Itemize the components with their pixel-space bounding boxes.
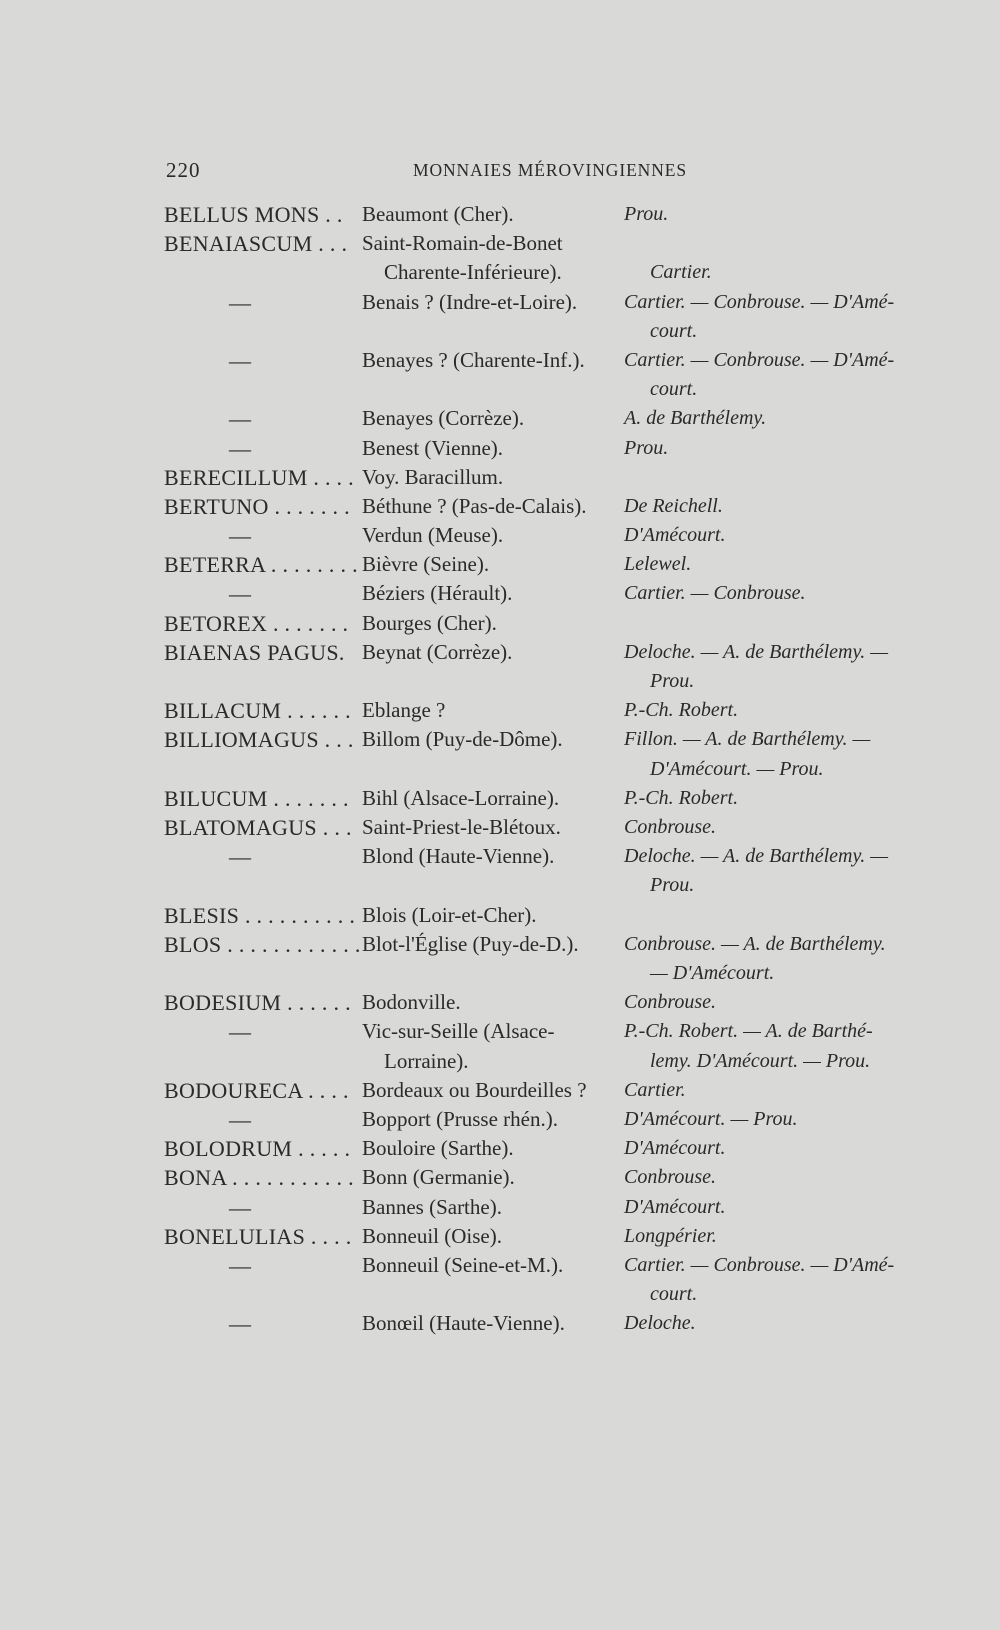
entry-name-text: BETERRA . . . . . . . . [164, 552, 358, 578]
entry-author-line: D'Amécourt. [624, 1137, 726, 1160]
entry-row [0, 988, 1000, 1017]
entry-authors [624, 1134, 924, 1163]
entry-name-text: BONELULIAS . . . . [164, 1223, 352, 1249]
entry-authors [624, 463, 924, 492]
entry-place [362, 521, 612, 550]
entry-place-line: Bannes (Sarthe). [362, 1194, 502, 1219]
entry-author-line [624, 463, 924, 492]
entry-place [362, 988, 612, 1017]
entry-authors [624, 1251, 924, 1309]
entry-author-line: Cartier. — Conbrouse. — D'Amé- [624, 1253, 895, 1276]
entry-row [0, 1017, 1000, 1075]
entry-name-text: — [229, 1194, 252, 1220]
entry-place-line: Bouloire (Sarthe). [362, 1136, 514, 1161]
entry-authors [624, 1017, 924, 1075]
entry-name [164, 638, 344, 667]
entry-row [0, 288, 1000, 346]
entry-place-line: Billom (Puy-de-Dôme). [362, 727, 563, 752]
page-number: 220 [166, 158, 201, 182]
entry-place-line: Blois (Loir-et-Cher). [362, 902, 537, 927]
entry-place [362, 725, 612, 754]
entry-place-line: Béziers (Hérault). [362, 581, 513, 606]
entry-name [164, 784, 349, 813]
entry-row [0, 696, 1000, 725]
entry-place-line: Blond (Haute-Vienne). [362, 844, 555, 869]
entry-author-line: Prou. [650, 874, 695, 897]
entry-place [362, 930, 612, 959]
entry-row [0, 1251, 1000, 1309]
entry-name [229, 434, 253, 463]
page-header [166, 158, 946, 192]
entry-authors [624, 434, 924, 463]
entry-author-line: P.-Ch. Robert. [624, 786, 739, 809]
entry-author-line [624, 609, 924, 638]
entry-authors [624, 229, 924, 287]
entry-place-line: Eblange ? [362, 698, 446, 723]
entry-name-text: — [229, 435, 252, 461]
entry-authors [624, 492, 924, 521]
entry-authors [624, 901, 924, 930]
entry-name [164, 988, 351, 1017]
entry-row [0, 492, 1000, 521]
entry-place [362, 1076, 612, 1105]
entry-authors [624, 638, 924, 696]
entry-place-line: Bonœil (Haute-Vienne). [362, 1311, 565, 1336]
entry-place-line: Saint-Priest-le-Blétoux. [362, 815, 561, 840]
entry-name-text: BIAENAS PAGUS. [164, 639, 345, 665]
entry-author-line: P.-Ch. Robert. — A. de Barthé- [624, 1020, 873, 1043]
entry-place [362, 1251, 612, 1280]
entry-row [0, 901, 1000, 930]
entry-author-line: Longpérier. [624, 1224, 717, 1247]
entry-place-line: Bonn (Germanie). [362, 1165, 515, 1190]
entry-name-text: BLESIS . . . . . . . . . . [164, 902, 356, 928]
entry-place-line: Benayes ? (Charente-Inf.). [362, 347, 585, 372]
entry-name [164, 696, 351, 725]
entry-name-text: — [229, 1019, 252, 1045]
entry-authors [624, 1076, 924, 1105]
entry-name-text: BLATOMAGUS . . . [164, 815, 352, 841]
entry-row [0, 579, 1000, 608]
entry-authors [624, 521, 924, 550]
entry-row [0, 550, 1000, 579]
entry-author-line: Deloche. — A. de Barthélemy. — [624, 845, 889, 868]
entry-row [0, 609, 1000, 638]
entry-row [0, 346, 1000, 404]
entry-name [229, 521, 253, 550]
entry-row [0, 1105, 1000, 1134]
entry-author-line: court. [650, 319, 698, 342]
entry-place [362, 638, 612, 667]
entry-name-text: — [229, 581, 252, 607]
entry-row [0, 229, 1000, 287]
entry-authors [624, 1222, 924, 1251]
entry-author-line: Deloche. [624, 1312, 696, 1335]
entry-authors [624, 725, 924, 783]
entry-row [0, 784, 1000, 813]
entry-row [0, 1163, 1000, 1192]
entry-authors [624, 842, 924, 900]
entry-author-line: Conbrouse. [624, 816, 717, 839]
entry-name [164, 901, 356, 930]
entry-place [362, 463, 612, 492]
entry-place-line: Blot-l'Église (Puy-de-D.). [362, 931, 579, 956]
entry-author-line: Prou. [624, 436, 669, 459]
entry-authors [624, 346, 924, 404]
entry-row [0, 1134, 1000, 1163]
entry-name [164, 463, 354, 492]
entry-author-line: P.-Ch. Robert. [624, 699, 739, 722]
entry-name [229, 842, 253, 871]
entry-authors [624, 579, 924, 608]
entry-row [0, 725, 1000, 783]
entry-name [229, 288, 253, 317]
entry-place [362, 784, 612, 813]
entry-name-text: — [229, 289, 252, 315]
entry-place [362, 901, 612, 930]
entry-authors [624, 1193, 924, 1222]
entry-place [362, 404, 612, 433]
entry-row [0, 638, 1000, 696]
entry-name-text: — [229, 406, 252, 432]
entry-name [164, 1222, 352, 1251]
entry-row [0, 813, 1000, 842]
entry-author-line: Cartier. — Conbrouse. — D'Amé- [624, 290, 895, 313]
entry-name-text: BILUCUM . . . . . . . [164, 785, 349, 811]
entry-authors [624, 288, 924, 346]
entry-row [0, 463, 1000, 492]
entry-name-text: BELLUS MONS . . [164, 202, 343, 227]
entry-place [362, 609, 612, 638]
entry-place-line: Benayes (Corrèze). [362, 406, 525, 431]
entry-author-line: court. [650, 1283, 698, 1306]
entry-name-text: — [229, 523, 252, 549]
entry-place [362, 434, 612, 463]
entry-place-line: Benest (Vienne). [362, 435, 504, 460]
entry-author-line: Cartier. — Conbrouse. [624, 582, 806, 605]
entry-place-line: Voy. Baracillum. [362, 464, 504, 489]
entry-author-line: De Reichell. [624, 494, 723, 517]
entry-name-text: BILLIOMAGUS . . . [164, 727, 354, 753]
entry-place-line: Bourges (Cher). [362, 610, 497, 635]
entry-place-line: Saint-Romain-de-Bonet [362, 231, 563, 256]
entry-list [0, 200, 1000, 1338]
entry-author-line: D'Amécourt. [624, 524, 726, 547]
entry-name-text: BETOREX . . . . . . . [164, 610, 349, 636]
entry-row [0, 842, 1000, 900]
entry-place [362, 346, 612, 375]
entry-name [164, 229, 348, 258]
entry-author-line: Conbrouse. [624, 991, 717, 1014]
entry-row [0, 1076, 1000, 1105]
entry-author-line [624, 229, 924, 258]
entry-place-line: Béthune ? (Pas-de-Calais). [362, 493, 587, 518]
entry-authors [624, 784, 924, 813]
entry-row [0, 1222, 1000, 1251]
entry-name-text: BONA . . . . . . . . . . . [164, 1165, 354, 1191]
entry-name-text: BERTUNO . . . . . . . [164, 493, 350, 519]
entry-place-line: Benais ? (Indre-et-Loire). [362, 289, 578, 314]
entry-authors [624, 696, 924, 725]
entry-name [164, 1134, 351, 1163]
running-title: MONNAIES MÉROVINGIENNES [413, 160, 687, 180]
entry-row [0, 930, 1000, 988]
entry-authors [624, 1105, 924, 1134]
entry-name-text: — [229, 1106, 252, 1132]
entry-place [362, 550, 612, 579]
entry-row [0, 1193, 1000, 1222]
entry-author-line: Lelewel. [624, 553, 692, 576]
entry-author-line: Prou. [624, 203, 669, 225]
entry-author-line: A. de Barthélemy. [624, 407, 767, 430]
entry-name-text: BERECILLUM . . . . [164, 464, 354, 490]
entry-name-text: BOLODRUM . . . . . [164, 1136, 351, 1162]
entry-name [164, 200, 344, 229]
entry-author-line: Cartier. [650, 261, 712, 284]
entry-row [0, 404, 1000, 433]
entry-place-line: Charente-Inférieure). [384, 260, 562, 285]
entry-name [164, 550, 358, 579]
entry-place-line: Bihl (Alsace-Lorraine). [362, 785, 560, 810]
entry-place-line: Lorraine). [384, 1048, 469, 1073]
entry-place [362, 1309, 612, 1338]
entry-place-line: Bonneuil (Seine-et-M.). [362, 1252, 564, 1277]
entry-row [0, 1309, 1000, 1338]
entry-place-line: Bièvre (Seine). [362, 552, 490, 577]
entry-name [164, 1076, 349, 1105]
entry-author-line: Cartier. — Conbrouse. — D'Amé- [624, 348, 895, 371]
entry-authors [624, 200, 924, 229]
entry-place-line: Bonneuil (Oise). [362, 1223, 502, 1248]
entry-author-line: Cartier. [624, 1078, 686, 1101]
entry-place-line: Verdun (Meuse). [362, 523, 504, 548]
entry-place-line: Bodonville. [362, 990, 461, 1015]
entry-place-line: Bordeaux ou Bourdeilles ? [362, 1077, 587, 1102]
entry-author-line [624, 901, 924, 930]
entry-row [0, 521, 1000, 550]
entry-place [362, 1222, 612, 1251]
entry-name-text: — [229, 1252, 252, 1278]
entry-name-text: BILLACUM . . . . . . [164, 698, 351, 724]
entry-name [229, 404, 253, 433]
entry-name [229, 1193, 253, 1222]
entry-name [164, 725, 354, 754]
entry-author-line: Conbrouse. — A. de Barthélemy. [624, 932, 886, 955]
entry-place [362, 229, 612, 287]
entry-authors [624, 404, 924, 433]
entry-authors [624, 550, 924, 579]
entry-authors [624, 609, 924, 638]
entry-name [229, 1017, 253, 1046]
entry-authors [624, 813, 924, 842]
entry-name [164, 1163, 354, 1192]
entry-place [362, 1163, 612, 1192]
entry-place-line: Beynat (Corrèze). [362, 639, 513, 664]
entry-name-text: BLOS . . . . . . . . . . . . [164, 931, 361, 957]
entry-author-line: lemy. D'Amécourt. — Prou. [650, 1049, 871, 1072]
entry-place-line: Beaumont (Cher). [362, 202, 514, 226]
entry-authors [624, 1163, 924, 1192]
entry-name-text: — [229, 844, 252, 870]
entry-place [362, 1193, 612, 1222]
entry-author-line: D'Amécourt. — Prou. [624, 1107, 798, 1130]
entry-name [164, 492, 350, 521]
entry-name-text: — [229, 1311, 252, 1337]
entry-name [229, 1105, 253, 1134]
entry-place [362, 813, 612, 842]
entry-author-line: Conbrouse. [624, 1166, 717, 1189]
entry-name-text: BODOURECA . . . . [164, 1077, 349, 1103]
entry-authors [624, 930, 924, 988]
entry-place-line: Bopport (Prusse rhén.). [362, 1106, 558, 1131]
entry-name [229, 1309, 253, 1338]
entry-name-text: BENAIASCUM . . . [164, 231, 348, 257]
entry-place [362, 579, 612, 608]
entry-name [164, 813, 352, 842]
entry-author-line: D'Amécourt. — Prou. [650, 757, 824, 780]
entry-place [362, 200, 612, 229]
entry-authors [624, 1309, 924, 1338]
entry-place [362, 842, 612, 871]
entry-name [229, 1251, 253, 1280]
entry-name [229, 346, 253, 375]
entry-author-line: Fillon. — A. de Barthélemy. — [624, 728, 871, 751]
entry-name [229, 579, 253, 608]
entry-place [362, 492, 612, 521]
entry-place-line: Vic-sur-Seille (Alsace- [362, 1019, 555, 1044]
entry-row [0, 434, 1000, 463]
entry-author-line: — D'Amécourt. [650, 961, 775, 984]
entry-author-line: D'Amécourt. [624, 1195, 726, 1218]
entry-place [362, 696, 612, 725]
entry-author-line: Deloche. — A. de Barthélemy. — [624, 640, 889, 663]
entry-place [362, 288, 612, 317]
entry-name [164, 930, 361, 959]
entry-place [362, 1017, 612, 1075]
entry-name [164, 609, 349, 638]
entry-place [362, 1105, 612, 1134]
entry-author-line: court. [650, 378, 698, 401]
entry-authors [624, 988, 924, 1017]
entry-place [362, 1134, 612, 1163]
entry-name-text: — [229, 347, 252, 373]
entry-name-text: BODESIUM . . . . . . [164, 990, 351, 1016]
entry-author-line: Prou. [650, 670, 695, 693]
entry-row [0, 200, 1000, 229]
